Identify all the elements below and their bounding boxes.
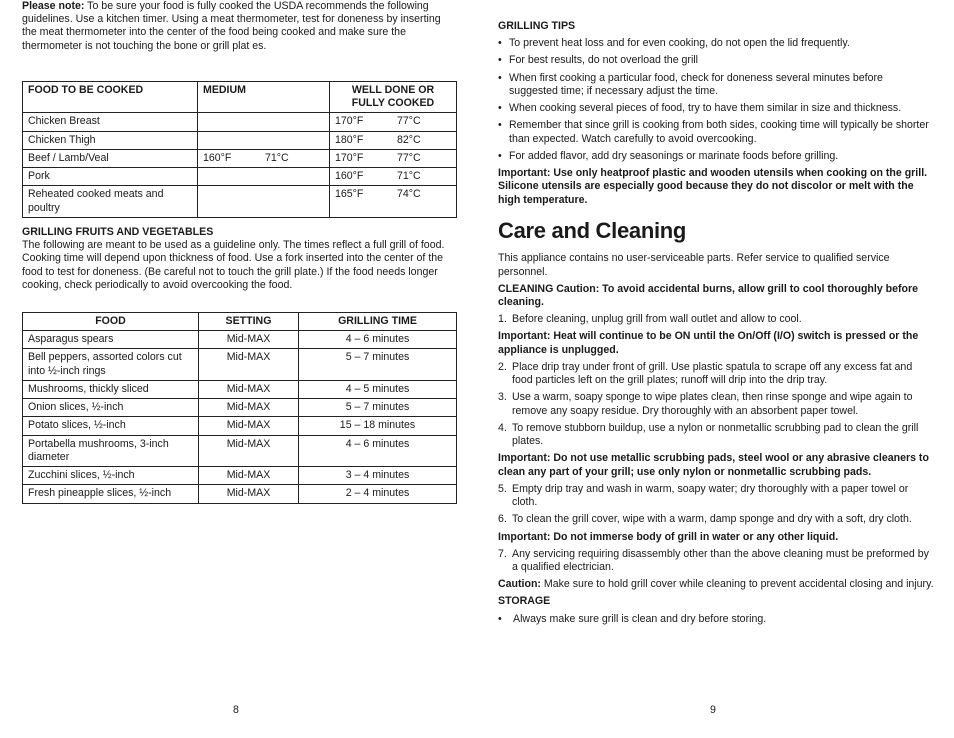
table-row: [23, 467, 457, 485]
immerse-important: Important: Do not immerse body of grill in water or any other liquid.: [498, 530, 839, 543]
left-page: [22, 0, 456, 504]
well-c: 77°C: [397, 115, 421, 128]
well-c: 77°C: [397, 151, 421, 164]
well-c: 82°C: [397, 133, 421, 146]
medium-cell: [198, 149, 330, 167]
care-intro: This appliance contains no user-serviceable parts. Refer service to qualified service personnel.: [498, 252, 890, 278]
col-well-done: WELL DONE OR FULLY COOKED: [330, 81, 457, 112]
list-item: [498, 313, 934, 326]
food-cell: Asparagus spears: [23, 331, 199, 349]
table-row: [23, 131, 457, 149]
table-row: [23, 331, 457, 349]
table-row: [23, 349, 457, 380]
well-cell: [330, 113, 457, 131]
step-number: 1.: [498, 313, 507, 326]
caution-text: Make sure to hold grill cover while cleaning to prevent accidental closing and injury.: [540, 578, 934, 591]
cleaning-steps-2-4: [498, 361, 934, 448]
setting-cell: Mid-MAX: [199, 435, 299, 466]
food-cell: Beef / Lamb/Veal: [23, 149, 198, 167]
well-cell: [330, 186, 457, 217]
well-f: 165°F: [335, 188, 364, 201]
table-row: [23, 168, 457, 186]
time-cell: 15 – 18 minutes: [299, 417, 457, 435]
list-item: • Remember that since grill is cooking from both sides, cooking time will typically be shorter than expected. Watch carefully to avoid overcooking.: [498, 119, 934, 145]
step-text: Use a warm, soapy sponge to wipe plates clean, then rinse sponge and wipe again to remove any soapy residue. Dry thoroughly with an absorbent paper towel.: [512, 391, 913, 417]
setting-cell: Mid-MAX: [199, 331, 299, 349]
medium-cell: [198, 131, 330, 149]
col-medium: MEDIUM: [198, 81, 330, 112]
step-number: 3.: [498, 391, 507, 404]
note-text: To be sure your food is fully cooked the USDA recommends the following guidelines. Use a kitchen timer. Using a meat thermometer, test for doneness by inserting the meat thermometer into the center of the food being cooked and make sure the thermometer is not touching the bone or grill plat es.: [22, 0, 441, 52]
food-cell: Portabella mushrooms, 3-inch diameter: [23, 435, 199, 466]
well-f: 170°F: [335, 151, 364, 164]
step-text: Any servicing requiring disassembly other than the above cleaning must be preformed by a qualified electrician.: [512, 547, 929, 573]
care-and-cleaning-title: Care and Cleaning: [498, 217, 687, 243]
setting-cell: Mid-MAX: [199, 485, 299, 503]
temperature-table: [22, 81, 457, 218]
food-cell: Fresh pineapple slices, ½-inch: [23, 485, 199, 503]
step-text: Place drip tray under front of grill. Use plastic spatula to scrape off any excess fat and food particles left on the grill plates; runoff will drip into the drip tray.: [512, 360, 913, 387]
well-f: 170°F: [335, 115, 364, 128]
step-number: 4.: [498, 421, 507, 434]
setting-cell: Mid-MAX: [199, 467, 299, 485]
list-item: • Always make sure grill is clean and dry before storing.: [498, 613, 934, 626]
grilling-tips-heading: GRILLING TIPS: [498, 20, 576, 32]
well-cell: [330, 168, 457, 186]
list-item: • For added flavor, add dry seasonings or marinate foods before grilling.: [498, 150, 934, 163]
heat-important: Important: Heat will continue to be ON until the On/Off (I/O) switch is pressed or the appliance is unplugged.: [498, 330, 919, 356]
list-item: [498, 391, 934, 417]
setting-cell: Mid-MAX: [199, 349, 299, 380]
step-text: To remove stubborn buildup, use a nylon or nonmetallic scrubbing pad to clean the grill plates.: [512, 421, 919, 448]
col-food-to-be-cooked: FOOD TO BE COOKED: [23, 81, 198, 112]
cleaning-steps-5-6: [498, 483, 934, 527]
step-text: To clean the grill cover, wipe with a warm, damp sponge and dry with a soft, dry cloth.: [512, 513, 912, 526]
food-cell: Potato slices, ½-inch: [23, 417, 199, 435]
time-cell: 2 – 4 minutes: [299, 485, 457, 503]
food-cell: Chicken Breast: [23, 113, 198, 131]
well-f: 180°F: [335, 133, 364, 146]
medium-cell: [198, 113, 330, 131]
right-page: [498, 0, 934, 630]
table-row: [23, 417, 457, 435]
cleaning-step-7: [498, 548, 934, 574]
table-row: [23, 186, 457, 217]
food-cell: Mushrooms, thickly sliced: [23, 380, 199, 398]
well-c: 71°C: [397, 170, 421, 183]
table-row: [23, 435, 457, 466]
food-cell: Pork: [23, 168, 198, 186]
step-text: Empty drip tray and wash in warm, soapy water; dry thoroughly with a paper towel or cloth.: [512, 482, 909, 509]
table-row: [23, 485, 457, 503]
list-item: • When cooking several pieces of food, try to have them similar in size and thickness.: [498, 102, 934, 115]
food-cell: Onion slices, ½-inch: [23, 399, 199, 417]
list-item: • To prevent heat loss and for even cooking, do not open the lid frequently.: [498, 37, 934, 50]
pads-important: Important: Do not use metallic scrubbing pads, steel wool or any abrasive cleaners to clean any part of your grill; use only nylon or nonmetallic scrubbing pads.: [498, 452, 929, 478]
food-cell: Zucchini slices, ½-inch: [23, 467, 199, 485]
time-cell: 4 – 6 minutes: [299, 331, 457, 349]
medium-cell: [198, 168, 330, 186]
list-item: [498, 548, 934, 574]
medium-f: 160°F: [203, 151, 232, 164]
page-number-left: 8: [233, 704, 239, 716]
table-row: [23, 380, 457, 398]
col-setting: SETTING: [199, 312, 299, 330]
table-row: [23, 399, 457, 417]
step-text: Before cleaning, unplug grill from wall outlet and allow to cool.: [512, 313, 802, 326]
well-f: 160°F: [335, 170, 364, 183]
cleaning-step-1: [498, 313, 934, 326]
well-c: 74°C: [397, 188, 421, 201]
food-cell: Reheated cooked meats and poultry: [23, 186, 198, 217]
setting-cell: Mid-MAX: [199, 417, 299, 435]
list-item: [498, 422, 934, 448]
time-cell: 4 – 6 minutes: [299, 435, 457, 466]
list-item: • For best results, do not overload the grill: [498, 54, 934, 67]
step-number: 6.: [498, 513, 507, 526]
grilling-table-header: [23, 312, 457, 330]
setting-cell: Mid-MAX: [199, 399, 299, 417]
cover-caution: [498, 578, 934, 591]
storage-list: [498, 613, 934, 626]
well-cell: [330, 131, 457, 149]
step-number: 2.: [498, 360, 507, 373]
utensils-important: Important: Use only heatproof plastic and wooden utensils when cooking on the grill. Silicone utensils are especially good because they do not discolor or melt with the high temperature.: [498, 167, 928, 206]
step-number: 5.: [498, 482, 507, 495]
time-cell: 5 – 7 minutes: [299, 349, 457, 380]
time-cell: 4 – 5 minutes: [299, 380, 457, 398]
list-item: [498, 513, 934, 526]
list-item: [498, 361, 934, 387]
time-cell: 5 – 7 minutes: [299, 399, 457, 417]
col-food: FOOD: [23, 312, 199, 330]
table-row: [23, 149, 457, 167]
setting-cell: Mid-MAX: [199, 380, 299, 398]
list-item: [498, 483, 934, 509]
food-cell: Chicken Thigh: [23, 131, 198, 149]
medium-c: 71°C: [265, 151, 289, 164]
fruits-heading: GRILLING FRUITS AND VEGETABLES: [22, 225, 214, 238]
caution-label: Caution:: [498, 578, 541, 591]
note-label: Please note:: [22, 0, 85, 12]
food-cell: Bell peppers, assorted colors cut into ½-inch rings: [23, 349, 199, 380]
time-cell: 3 – 4 minutes: [299, 467, 457, 485]
storage-heading: STORAGE: [498, 595, 551, 608]
cleaning-caution: CLEANING Caution: To avoid accidental burns, allow grill to cool thoroughly before cleaning.: [498, 282, 919, 309]
grilling-tips-list: [498, 37, 934, 163]
well-cell: [330, 149, 457, 167]
temperature-table-header: [23, 81, 457, 112]
col-grilling-time: GRILLING TIME: [299, 312, 457, 330]
grilling-table: [22, 312, 457, 504]
usda-note: [22, 0, 456, 53]
fruits-text: The following are meant to be used as a guideline only. The times reflect a full grill of food. Cooking time will depend upon thickness of food. Use a fork inserted into the center of the food to test for doneness. (Be careful not to touch the grill plate.) If the food needs longer cooking, check periodically to avoid overcooking the food.: [22, 239, 445, 291]
step-number: 7.: [498, 547, 507, 560]
table-row: [23, 113, 457, 131]
medium-cell: [198, 186, 330, 217]
list-item: • When first cooking a particular food, check for doneness several minutes before suggested time; if necessary adjust the time.: [498, 72, 934, 98]
page-number-right: 9: [710, 704, 716, 716]
